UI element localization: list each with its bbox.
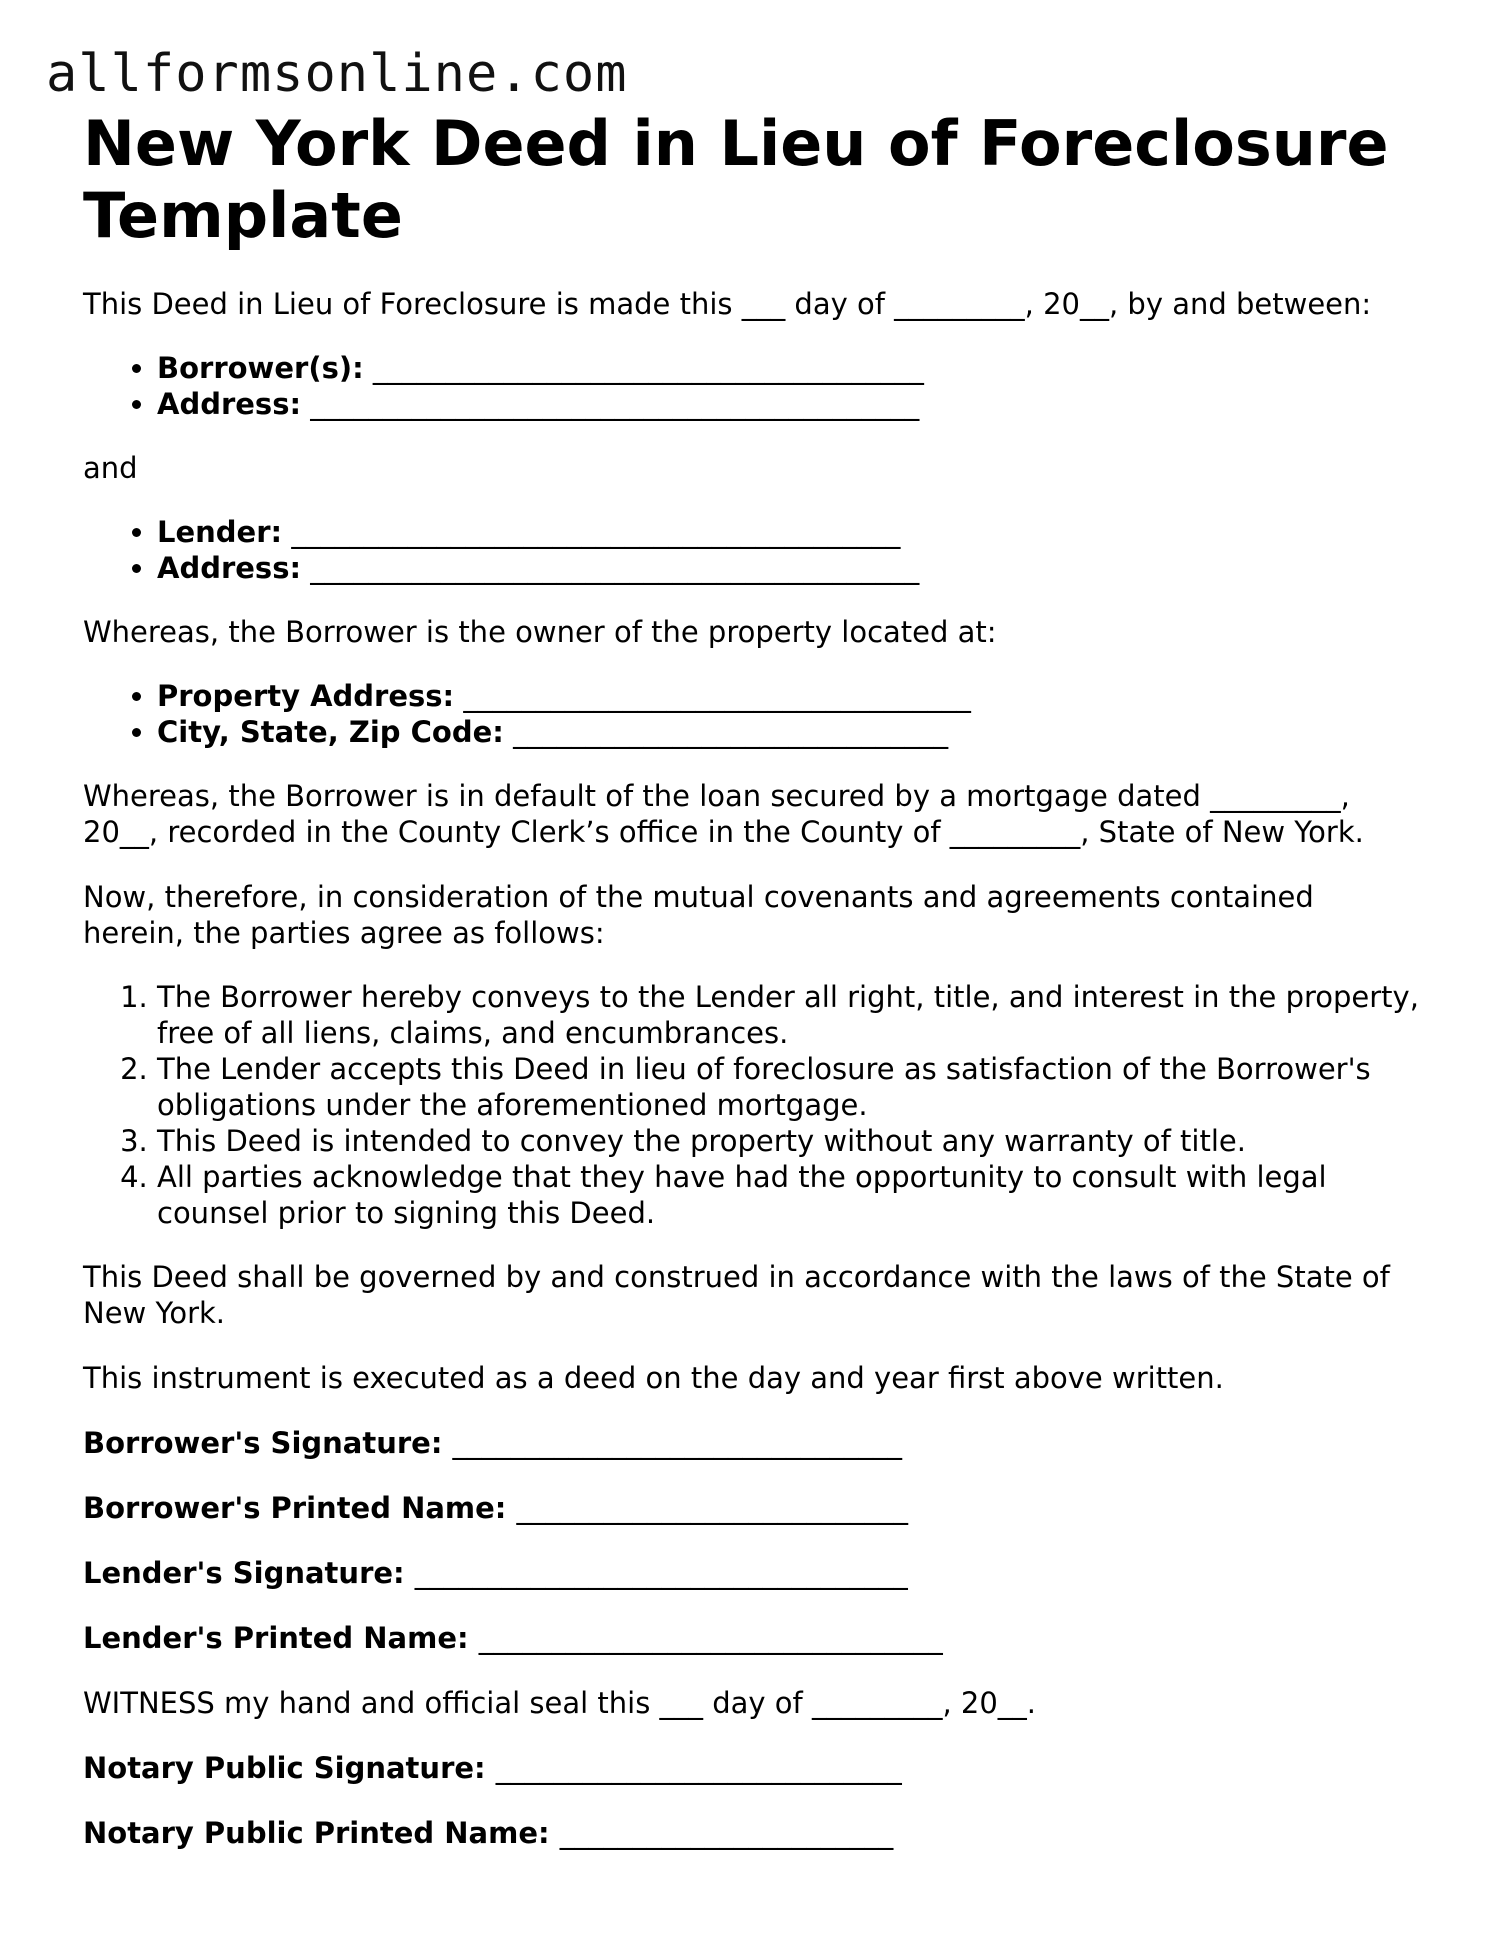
witness-paragraph: WITNESS my hand and official seal this ___ day of _________, 20__. bbox=[83, 1686, 1037, 1720]
and-text: and bbox=[83, 451, 138, 485]
lender-name-field bbox=[157, 514, 1423, 550]
property-field-list bbox=[83, 678, 1423, 750]
blank-line: _______________________________ bbox=[452, 1426, 903, 1460]
field-label: Lender: bbox=[157, 515, 283, 549]
field-label: Borrower's Printed Name: bbox=[83, 1491, 507, 1525]
field-label: Notary Public Printed Name: bbox=[83, 1816, 550, 1850]
blank-line: ________________________________ bbox=[478, 1621, 943, 1655]
watermark: allformsonline.com bbox=[46, 44, 628, 104]
borrower-name-field bbox=[157, 350, 1423, 386]
blank-line: _______________________ bbox=[559, 1816, 894, 1850]
city-state-zip-field bbox=[157, 714, 1423, 750]
notary-signature-line bbox=[83, 1750, 1423, 1786]
borrower-signature-line bbox=[83, 1425, 1423, 1461]
borrower-address-field bbox=[157, 386, 1423, 422]
borrower-field-list bbox=[83, 350, 1423, 422]
terms-list bbox=[83, 979, 1423, 1231]
lender-field-list bbox=[83, 514, 1423, 586]
field-label: Property Address: bbox=[157, 679, 455, 713]
field-label: Notary Public Signature: bbox=[83, 1751, 486, 1785]
term-item: 2. The Lender accepts this Deed in lieu of foreclosure as satisfaction of the Borrower's obligations under the aforementioned mortgage. bbox=[157, 1051, 1423, 1123]
term-item: 1. The Borrower hereby conveys to the Lender all right, title, and interest in the property, free of all liens, claims, and encumbrances. bbox=[157, 979, 1423, 1051]
intro-paragraph: This Deed in Lieu of Foreclosure is made this ___ day of _________, 20__, by and between: bbox=[83, 287, 1372, 321]
blank-line: __________________________________________ bbox=[310, 551, 920, 585]
governing-law-paragraph: This Deed shall be governed by and construed in accordance with the laws of the State of New York. bbox=[83, 1260, 1390, 1330]
executed-paragraph: This instrument is executed as a deed on the day and year first above written. bbox=[83, 1361, 1224, 1395]
blank-line: __________________________________________ bbox=[291, 515, 901, 549]
blank-line: __________________________________________ bbox=[310, 387, 920, 421]
field-label: Borrower(s): bbox=[157, 351, 364, 385]
blank-line: ______________________________ bbox=[513, 715, 949, 749]
lender-printed-name-line bbox=[83, 1620, 1423, 1656]
term-item: 3. This Deed is intended to convey the property without any warranty of title. bbox=[157, 1123, 1423, 1159]
field-label: City, State, Zip Code: bbox=[157, 715, 504, 749]
blank-line: ___________________________ bbox=[516, 1491, 909, 1525]
whereas-owner-paragraph: Whereas, the Borrower is the owner of the property located at: bbox=[83, 615, 997, 649]
blank-line: ______________________________________ bbox=[372, 351, 924, 385]
field-label: Address: bbox=[157, 551, 302, 585]
now-therefore-paragraph: Now, therefore, in consideration of the mutual covenants and agreements contained herein, the parties agree as follows: bbox=[83, 880, 1314, 950]
field-label: Address: bbox=[157, 387, 302, 421]
whereas-default-paragraph: Whereas, the Borrower is in default of the loan secured by a mortgage dated _________, 20__, recorded in the County Clerk’s office in the County of _________, State of New York. bbox=[83, 779, 1364, 849]
field-label: Lender's Signature: bbox=[83, 1556, 405, 1590]
notary-printed-name-line bbox=[83, 1815, 1423, 1851]
property-address-field bbox=[157, 678, 1423, 714]
borrower-printed-name-line bbox=[83, 1490, 1423, 1526]
lender-address-field bbox=[157, 550, 1423, 586]
field-label: Lender's Printed Name: bbox=[83, 1621, 469, 1655]
blank-line: __________________________________ bbox=[414, 1556, 908, 1590]
blank-line: ____________________________ bbox=[495, 1751, 902, 1785]
term-item: 4. All parties acknowledge that they have had the opportunity to consult with legal counsel prior to signing this Deed. bbox=[157, 1159, 1423, 1231]
document-title: New York Deed in Lieu of Foreclosure Template bbox=[83, 107, 1389, 252]
field-label: Borrower's Signature: bbox=[83, 1426, 443, 1460]
blank-line: ___________________________________ bbox=[463, 679, 971, 713]
lender-signature-line bbox=[83, 1555, 1423, 1591]
document-page bbox=[83, 108, 1423, 1851]
